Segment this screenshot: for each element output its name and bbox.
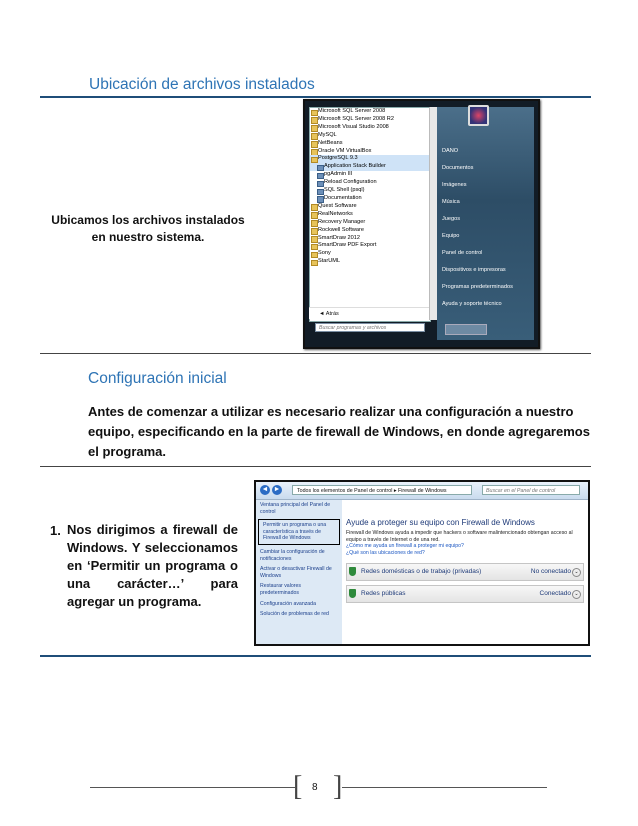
program-label: Microsoft Visual Studio 2008 (318, 123, 389, 130)
start-menu-scrollbar[interactable] (429, 107, 437, 320)
program-item[interactable] (310, 195, 430, 203)
control-panel-search-input[interactable]: Buscar en el Panel de control (482, 485, 580, 495)
page-number: 8 (312, 782, 318, 793)
firewall-heading: Ayude a proteger su equipo con Firewall de Windows (346, 518, 535, 527)
program-item[interactable] (310, 258, 430, 266)
program-item[interactable] (310, 219, 430, 227)
program-item[interactable] (310, 227, 430, 235)
start-menu-right-item[interactable]: Documentos (442, 165, 474, 171)
program-label: NetBeans (318, 139, 343, 146)
start-menu-right-item[interactable]: Programas predeterminados (442, 284, 513, 290)
program-item[interactable] (310, 155, 430, 163)
network-row[interactable] (346, 563, 584, 581)
firewall-sidebar-link[interactable]: Activar o desactivar Firewall de Windows (260, 566, 332, 579)
section-separator (40, 466, 591, 467)
program-label: Application Stack Builder (324, 163, 386, 170)
program-label: Rockwell Software (318, 226, 365, 233)
forward-arrow-icon[interactable]: ► (273, 486, 281, 493)
firewall-help-link[interactable]: ¿Cómo me ayuda un firewall a proteger mi equipo? (346, 543, 464, 549)
program-label: StarUML (318, 258, 341, 265)
program-item[interactable] (310, 108, 430, 116)
section-title-ubicacion: Ubicación de archivos instalados (89, 76, 315, 93)
user-avatar (468, 105, 489, 126)
start-menu-right-item[interactable]: Juegos (442, 216, 461, 222)
firewall-sidebar-link[interactable]: Cambiar la configuración de notificaciones (260, 548, 325, 562)
start-menu-right-item[interactable]: Música (442, 199, 460, 205)
address-field[interactable]: Todos los elementos de Panel de control ▸ Firewall de Windows (292, 485, 472, 495)
back-arrow-icon[interactable]: ◄ (261, 486, 269, 493)
shield-icon (349, 567, 356, 576)
firewall-sidebar-link[interactable]: Permitir un programa o una característica a través de Firewall de Windows (258, 519, 340, 545)
program-label: Sony (318, 250, 331, 257)
program-item[interactable] (310, 179, 430, 187)
program-label: pgAdmin III (324, 171, 353, 178)
start-menu-right-item[interactable]: DANO (442, 148, 459, 154)
start-menu-right-item[interactable]: Ayuda y soporte técnico (442, 301, 502, 307)
firewall-sidebar-link[interactable]: Solución de problemas de red (260, 611, 329, 618)
program-label: PostgreSQL 9.3 (318, 155, 358, 162)
explorer-address-bar (256, 482, 588, 500)
start-menu-screenshot (303, 99, 540, 349)
page-bracket-left: [ (293, 771, 303, 802)
firewall-main (346, 500, 584, 644)
start-menu-right-item[interactable]: Imágenes (442, 182, 467, 188)
section-separator (40, 353, 591, 354)
network-row[interactable] (346, 585, 584, 603)
program-item[interactable] (310, 211, 430, 219)
chevron-down-icon[interactable]: ⌄ (572, 590, 581, 599)
program-label: Quest Software (318, 202, 357, 209)
shutdown-button[interactable] (445, 324, 487, 335)
program-label: SmartDraw PDF Export (318, 242, 377, 249)
chevron-down-icon[interactable]: ⌄ (572, 568, 581, 577)
start-menu-search-input[interactable]: Buscar programas y archivos (315, 323, 425, 332)
network-label: Redes domésticas o de trabajo (privadas) (361, 568, 482, 575)
program-label: Microsoft SQL Server 2008 (318, 108, 386, 114)
program-label: Reload Configuration (324, 179, 377, 186)
start-menu-right-item[interactable]: Equipo (442, 233, 460, 239)
footer-line-left (90, 787, 295, 788)
back-label: Atrás (325, 311, 339, 317)
section1-left-text: Ubicamos los archivos instalados en nuestro sistema. (51, 213, 245, 244)
program-item[interactable] (310, 140, 430, 148)
program-label: SmartDraw 2012 (318, 234, 360, 241)
program-item[interactable] (310, 203, 430, 211)
program-item[interactable] (310, 124, 430, 132)
program-item[interactable] (310, 187, 430, 195)
program-item[interactable] (310, 171, 430, 179)
start-menu-right-pane (437, 107, 534, 340)
step-text: Nos dirigimos a firewall de Windows. Y seleccionamos en ‘Permitir un programa o una carácter…’ para agregar un programa. (67, 522, 238, 609)
section2-body: Antes de comenzar a utilizar es necesario realizar una configuración a nuestro equipo, especificando en la parte de firewall de Windows, en donde agregaremos el programa. (88, 404, 590, 459)
section-title-configuracion: Configuración inicial (88, 370, 227, 387)
program-label: Microsoft SQL Server 2008 R2 (318, 115, 394, 122)
network-label: Redes públicas (361, 590, 406, 597)
program-label: Documentation (324, 194, 362, 201)
folder-icon (311, 260, 318, 267)
firewall-sidebar-link[interactable]: Configuración avanzada (260, 600, 316, 607)
page-bracket-right: ] (333, 771, 343, 802)
program-label: Recovery Manager (318, 218, 366, 225)
program-item[interactable] (310, 242, 430, 250)
program-item[interactable] (310, 163, 430, 171)
program-label: MySQL (318, 131, 337, 138)
program-item[interactable] (310, 116, 430, 124)
shield-icon (349, 589, 356, 598)
start-menu-program-list (309, 107, 431, 322)
program-item[interactable] (310, 250, 430, 258)
program-item[interactable] (310, 235, 430, 243)
firewall-sidebar (256, 500, 342, 644)
start-menu-right-item[interactable]: Panel de control (442, 250, 483, 256)
footer-line-right (342, 787, 547, 788)
step-number: 1. (50, 523, 61, 538)
firewall-description: Firewall de Windows ayuda a impedir que hackers o software malintencionado obtengan acceso al equipo a través de Internet o de una red. (346, 530, 573, 543)
network-status: Conectado (539, 590, 571, 597)
network-locations-link[interactable]: ¿Qué son las ubicaciones de red? (346, 550, 425, 556)
program-item[interactable] (310, 132, 430, 140)
network-list (346, 563, 584, 603)
program-label: SQL Shell (psql) (324, 187, 365, 194)
firewall-screenshot (254, 480, 590, 646)
firewall-sidebar-link[interactable]: Restaurar valores predeterminados (260, 583, 301, 596)
firewall-sidebar-link[interactable]: Ventana principal del Panel de control (260, 502, 331, 515)
program-label: Oracle VM VirtualBox (318, 147, 372, 154)
start-menu-back-button[interactable]: ◄ Atrás (309, 307, 429, 319)
network-status: No conectado (530, 568, 571, 575)
start-menu-right-item[interactable]: Dispositivos e impresoras (442, 267, 506, 273)
section-divider-bottom (40, 655, 591, 660)
program-label: RealNetworks (318, 210, 353, 217)
program-item[interactable] (310, 148, 430, 156)
